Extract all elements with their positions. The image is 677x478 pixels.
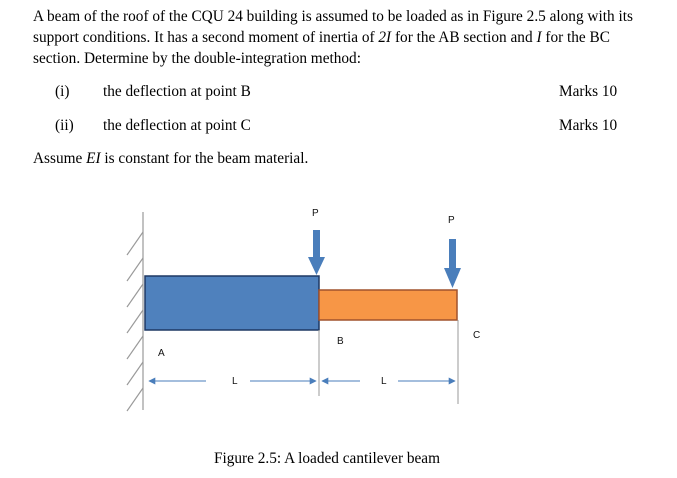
span-label-ab: L [232, 376, 238, 387]
item-1-marks: Marks 10 [559, 83, 618, 100]
intro-text-2: for the AB section and [391, 29, 537, 46]
point-label-a: A [158, 348, 165, 359]
item-2-marks: Marks 10 [559, 117, 618, 134]
point-label-c: C [473, 330, 481, 341]
beam-section-ab [145, 276, 319, 330]
assume-italic-ei: EI [86, 150, 101, 167]
span-label-bc: L [381, 376, 387, 387]
beam-section-bc [319, 290, 457, 320]
intro-italic-i: I [536, 29, 542, 46]
intro-text-3: for the BC section. Determine by the double-integration method: [33, 29, 610, 67]
load-arrow-b [308, 230, 325, 275]
intro-italic-2i: 2I [378, 29, 392, 46]
item-1-text: the deflection at point B [103, 83, 251, 100]
item-1-number: (i) [55, 83, 70, 100]
figure-caption: Figure 2.5: A loaded cantilever beam [214, 450, 440, 467]
point-label-b: B [337, 336, 344, 347]
load-label-p-c: P [448, 215, 455, 226]
assume-text-1: Assume [33, 150, 87, 167]
fixed-support-wall [127, 212, 143, 411]
item-2-text: the deflection at point C [103, 117, 251, 134]
intro-text-1: A beam of the roof of the CQU 24 building is assumed to be loaded as in Figure 2.5 along with its support conditions. It has a second moment of inertia of [33, 8, 633, 46]
load-label-p-b: P [312, 208, 319, 219]
assume-text-2: is constant for the beam material. [100, 150, 309, 167]
load-arrow-c [444, 239, 461, 288]
item-2-number: (ii) [55, 117, 74, 134]
